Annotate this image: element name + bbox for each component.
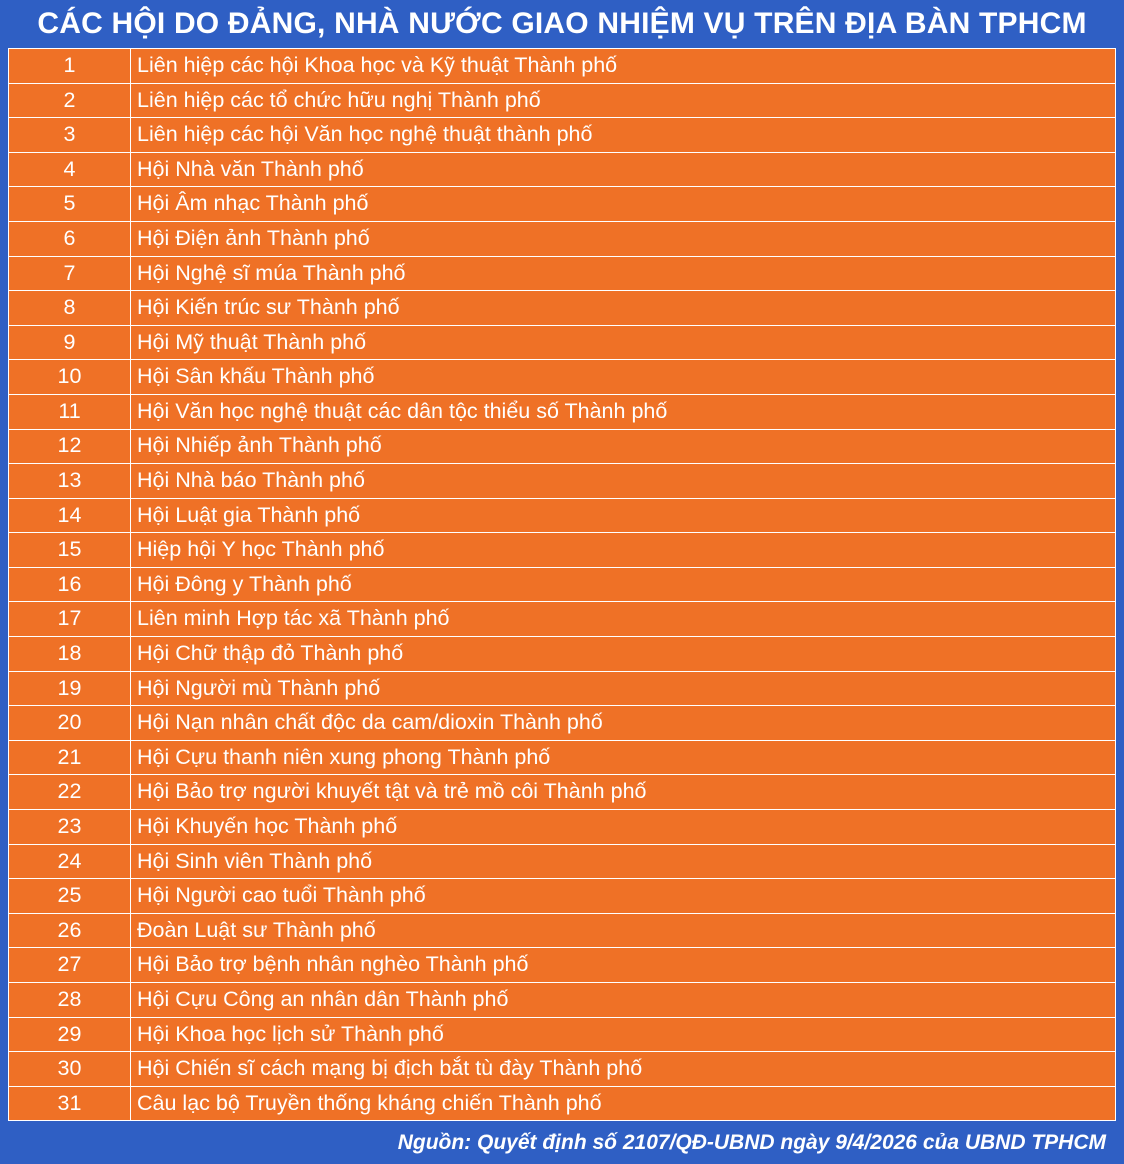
table-row	[9, 325, 1116, 360]
row-index: 29	[9, 1017, 131, 1052]
table-row	[9, 498, 1116, 533]
table-row	[9, 48, 1116, 83]
row-index: 24	[9, 844, 131, 879]
row-name: Hội Nhiếp ảnh Thành phố	[131, 429, 1116, 464]
table-row	[9, 291, 1116, 326]
row-name: Hội Người cao tuổi Thành phố	[131, 879, 1116, 914]
row-name: Hội Đông y Thành phố	[131, 567, 1116, 602]
title-bar	[0, 0, 1124, 48]
table-row	[9, 913, 1116, 948]
row-name: Hội Chữ thập đỏ Thành phố	[131, 637, 1116, 672]
row-name: Hội Nghệ sĩ múa Thành phố	[131, 256, 1116, 291]
organizations-table	[8, 48, 1116, 1121]
table-row	[9, 706, 1116, 741]
table-body	[9, 48, 1116, 1120]
table-row	[9, 221, 1116, 256]
row-name: Liên hiệp các tổ chức hữu nghị Thành phố	[131, 83, 1116, 118]
row-name: Hội Kiến trúc sư Thành phố	[131, 291, 1116, 326]
table-row	[9, 464, 1116, 499]
row-name: Liên hiệp các hội Khoa học và Kỹ thuật Thành phố	[131, 48, 1116, 83]
row-name: Hội Luật gia Thành phố	[131, 498, 1116, 533]
row-index: 18	[9, 637, 131, 672]
table-row	[9, 602, 1116, 637]
row-index: 2	[9, 83, 131, 118]
table-row	[9, 1017, 1116, 1052]
row-name: Hội Khoa học lịch sử Thành phố	[131, 1017, 1116, 1052]
row-index: 1	[9, 48, 131, 83]
table-row	[9, 671, 1116, 706]
row-index: 30	[9, 1052, 131, 1087]
table-row	[9, 83, 1116, 118]
row-name: Liên minh Hợp tác xã Thành phố	[131, 602, 1116, 637]
table-row	[9, 394, 1116, 429]
row-name: Hiệp hội Y học Thành phố	[131, 533, 1116, 568]
row-index: 6	[9, 221, 131, 256]
row-name: Hội Bảo trợ bệnh nhân nghèo Thành phố	[131, 948, 1116, 983]
row-index: 28	[9, 983, 131, 1018]
row-name: Hội Nạn nhân chất độc da cam/dioxin Thành phố	[131, 706, 1116, 741]
row-index: 7	[9, 256, 131, 291]
table-row	[9, 1086, 1116, 1121]
table-row	[9, 567, 1116, 602]
table-row	[9, 187, 1116, 222]
row-name: Hội Bảo trợ người khuyết tật và trẻ mồ côi Thành phố	[131, 775, 1116, 810]
row-index: 15	[9, 533, 131, 568]
row-name: Hội Văn học nghệ thuật các dân tộc thiểu số Thành phố	[131, 394, 1116, 429]
row-index: 23	[9, 810, 131, 845]
row-index: 9	[9, 325, 131, 360]
table-row	[9, 740, 1116, 775]
row-index: 11	[9, 394, 131, 429]
row-name: Hội Nhà văn Thành phố	[131, 152, 1116, 187]
row-index: 13	[9, 464, 131, 499]
row-index: 31	[9, 1086, 131, 1121]
row-index: 19	[9, 671, 131, 706]
row-index: 14	[9, 498, 131, 533]
row-index: 26	[9, 913, 131, 948]
row-name: Hội Người mù Thành phố	[131, 671, 1116, 706]
table-row	[9, 152, 1116, 187]
row-name: Hội Khuyến học Thành phố	[131, 810, 1116, 845]
row-name: Hội Cựu thanh niên xung phong Thành phố	[131, 740, 1116, 775]
row-name: Hội Cựu Công an nhân dân Thành phố	[131, 983, 1116, 1018]
table-row	[9, 429, 1116, 464]
row-name: Hội Điện ảnh Thành phố	[131, 221, 1116, 256]
table-row	[9, 118, 1116, 153]
row-index: 16	[9, 567, 131, 602]
row-index: 27	[9, 948, 131, 983]
row-index: 4	[9, 152, 131, 187]
row-name: Hội Nhà báo Thành phố	[131, 464, 1116, 499]
row-index: 22	[9, 775, 131, 810]
row-name: Câu lạc bộ Truyền thống kháng chiến Thành phố	[131, 1086, 1116, 1121]
table-row	[9, 810, 1116, 845]
row-index: 10	[9, 360, 131, 395]
row-index: 12	[9, 429, 131, 464]
source-bar	[0, 1121, 1124, 1164]
row-index: 20	[9, 706, 131, 741]
table-row	[9, 983, 1116, 1018]
row-index: 25	[9, 879, 131, 914]
row-name: Hội Sinh viên Thành phố	[131, 844, 1116, 879]
table-row	[9, 948, 1116, 983]
table-row	[9, 879, 1116, 914]
table-row	[9, 637, 1116, 672]
table-row	[9, 360, 1116, 395]
row-name: Hội Sân khấu Thành phố	[131, 360, 1116, 395]
row-name: Hội Âm nhạc Thành phố	[131, 187, 1116, 222]
row-name: Hội Mỹ thuật Thành phố	[131, 325, 1116, 360]
row-index: 8	[9, 291, 131, 326]
table-row	[9, 775, 1116, 810]
row-index: 3	[9, 118, 131, 153]
source-note: Nguồn: Quyết định số 2107/QĐ-UBND ngày 9/4/2026 của UBND TPHCM	[397, 1130, 1106, 1154]
row-name: Hội Chiến sĩ cách mạng bị địch bắt tù đày Thành phố	[131, 1052, 1116, 1087]
table-row	[9, 1052, 1116, 1087]
table-row	[9, 533, 1116, 568]
row-name: Liên hiệp các hội Văn học nghệ thuật thành phố	[131, 118, 1116, 153]
table-row	[9, 844, 1116, 879]
table-row	[9, 256, 1116, 291]
page-title: CÁC HỘI DO ĐẢNG, NHÀ NƯỚC GIAO NHIỆM VỤ TRÊN ĐỊA BÀN TPHCM	[37, 7, 1087, 41]
row-name: Đoàn Luật sư Thành phố	[131, 913, 1116, 948]
row-index: 17	[9, 602, 131, 637]
row-index: 5	[9, 187, 131, 222]
table-container	[0, 48, 1124, 1121]
row-index: 21	[9, 740, 131, 775]
